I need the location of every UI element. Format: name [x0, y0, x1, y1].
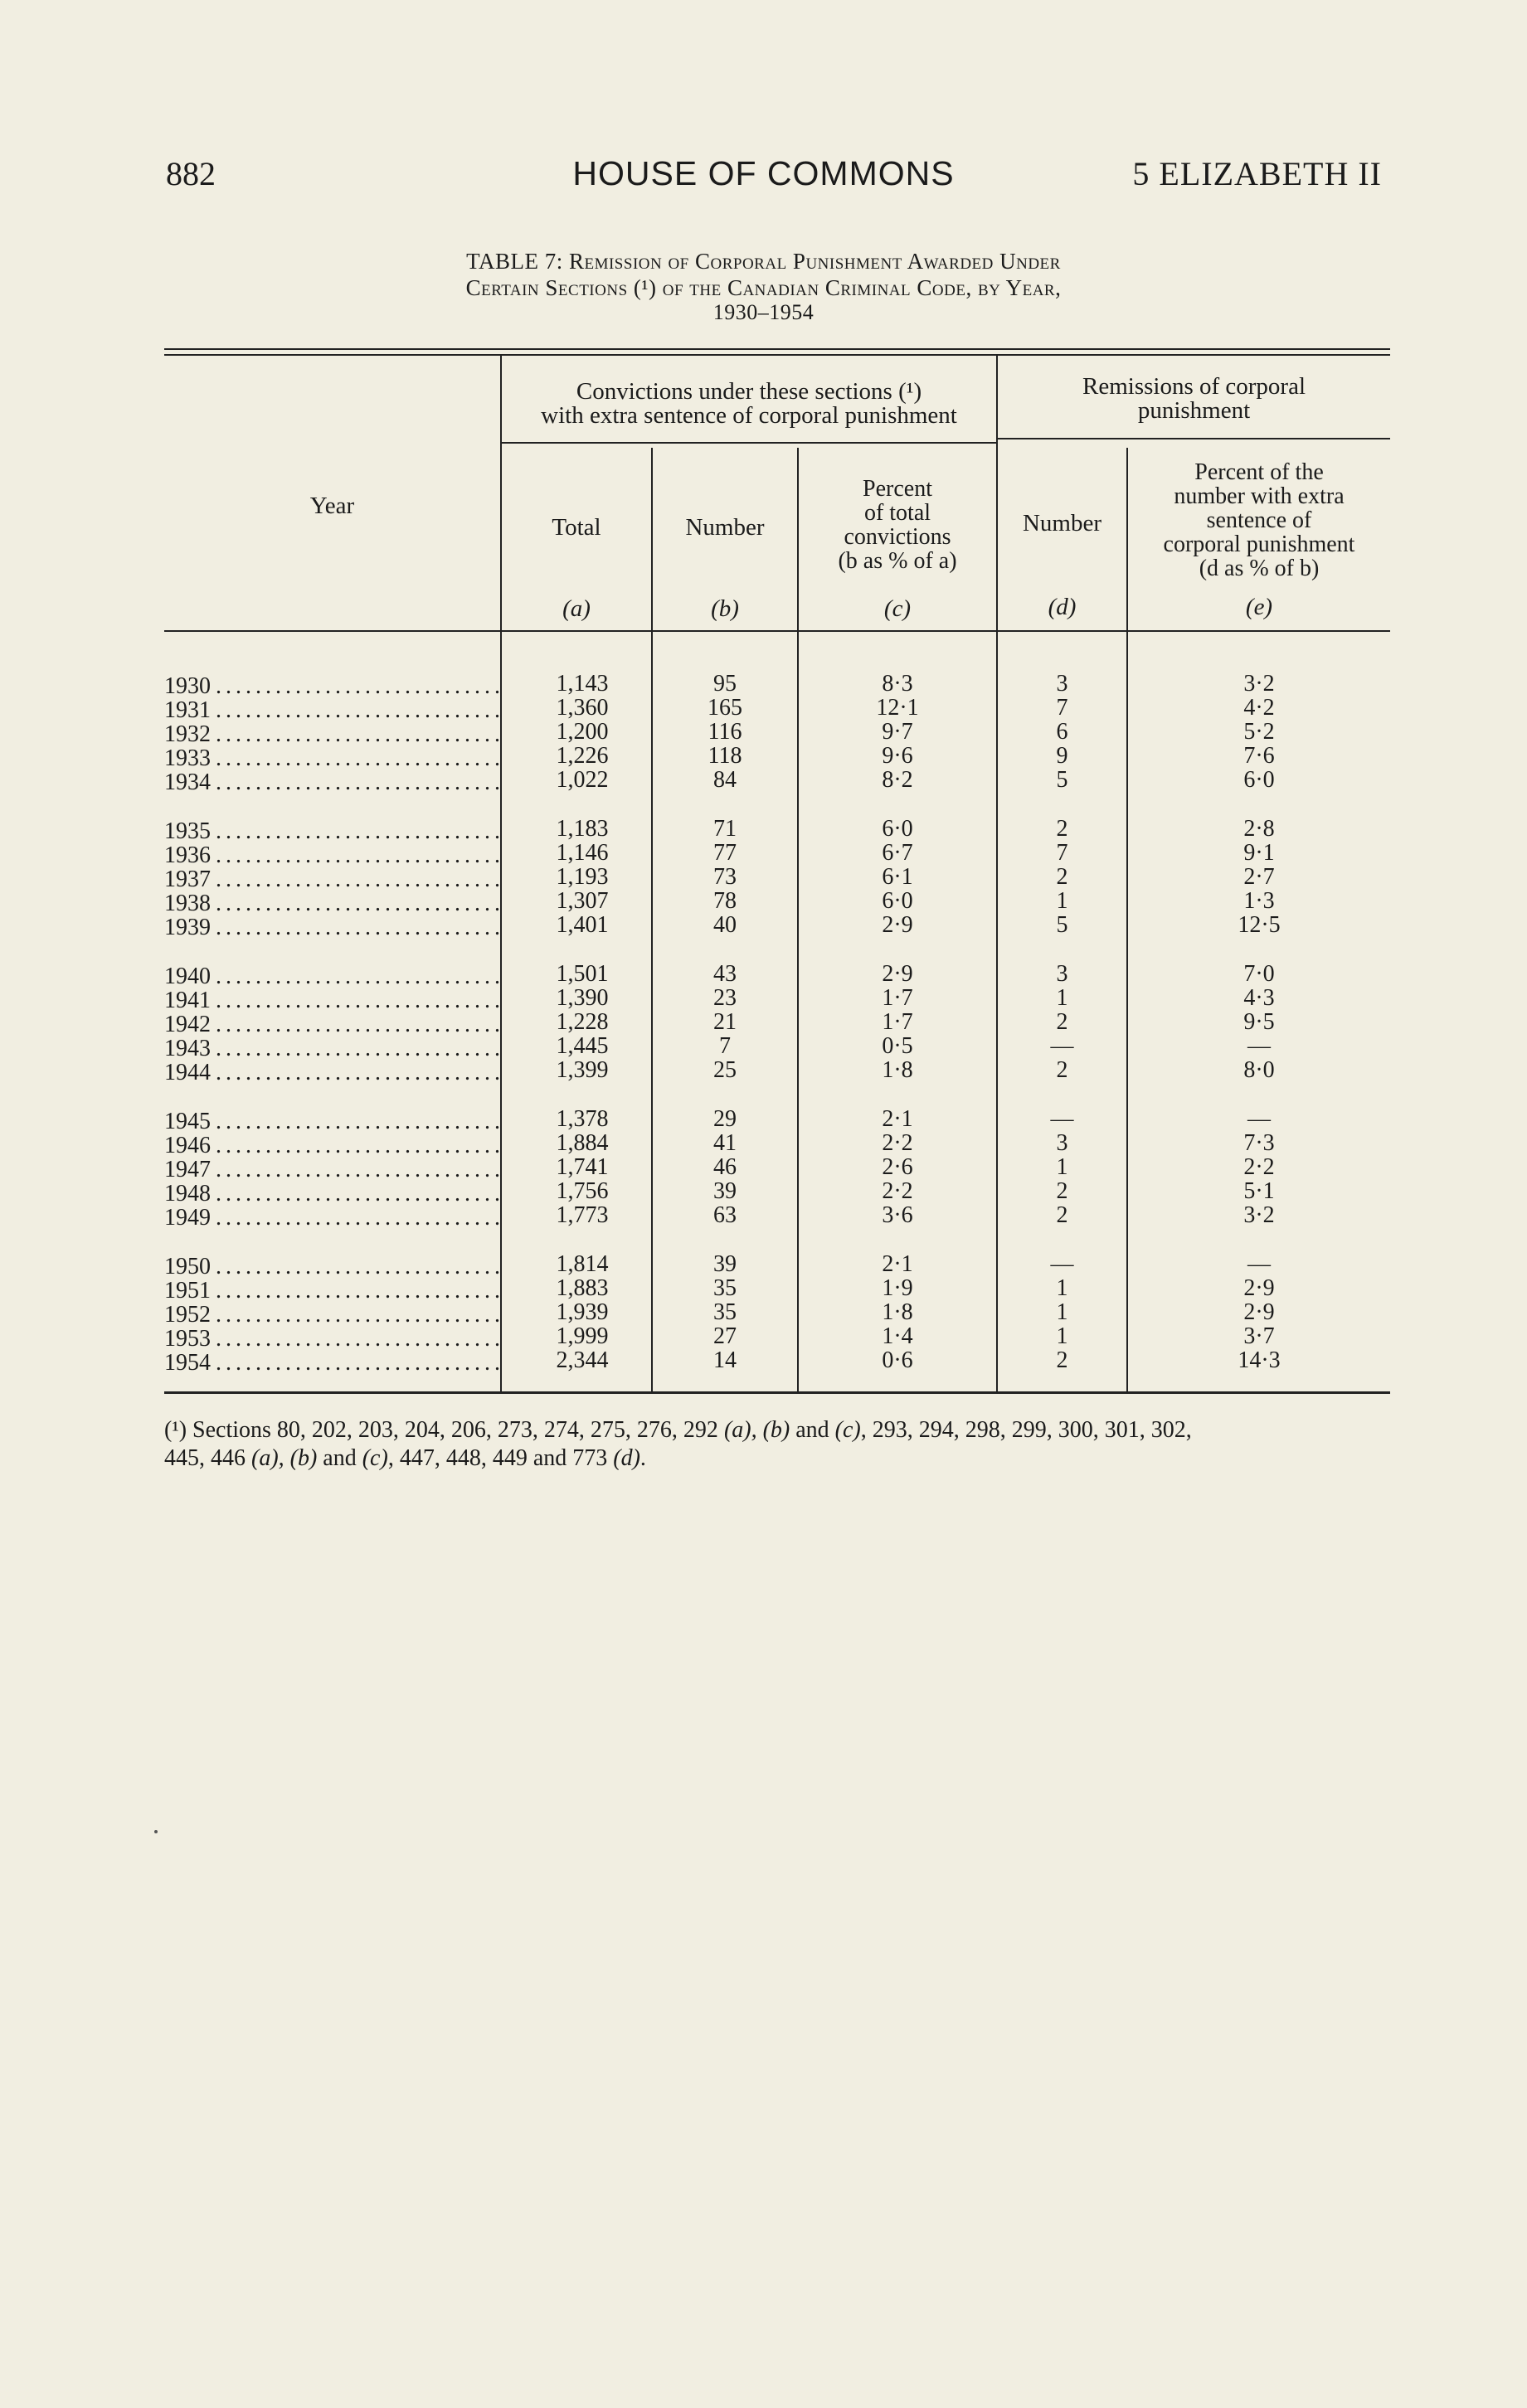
- cell-total: 1,399: [556, 1057, 609, 1083]
- year-label: 1937: [164, 867, 211, 891]
- cell-total: 1,022: [556, 767, 609, 793]
- cell-year: [164, 1012, 500, 1037]
- year-label: 1934: [164, 770, 211, 794]
- cell-total: 1,883: [556, 1275, 609, 1301]
- cell-percent: 6·0: [882, 888, 913, 914]
- cell-remission-percent: —: [1247, 1251, 1271, 1277]
- cell-year: [164, 1303, 500, 1327]
- percent-e-header-line-5: (d as % of b): [1199, 556, 1320, 581]
- cell-percent: 0·6: [882, 1347, 913, 1373]
- leader-dots: [211, 1158, 500, 1182]
- leader-dots: [211, 1351, 500, 1375]
- total-column-header: Total: [552, 514, 601, 541]
- cell-number: 43: [713, 961, 737, 987]
- cell-percent: 3·6: [882, 1202, 913, 1228]
- cell-remission-percent: 7·0: [1243, 961, 1275, 987]
- leader-dots: [211, 867, 500, 891]
- year-label: 1941: [164, 988, 211, 1012]
- percent-e-header-line-3: sentence of: [1206, 507, 1312, 533]
- table-top-rule: [164, 348, 1390, 350]
- cell-percent: 2·1: [882, 1251, 913, 1277]
- table-caption-label: TABLE 7:: [466, 249, 569, 274]
- cell-percent: 1·9: [882, 1275, 913, 1301]
- percent-e-header-line-4: corporal punishment: [1163, 532, 1355, 557]
- cell-number: 116: [708, 719, 742, 745]
- cell-remission-percent: 12·5: [1238, 912, 1281, 938]
- cell-remission-number: 7: [1056, 840, 1068, 866]
- cell-remission-percent: 4·2: [1243, 695, 1275, 721]
- cell-percent: 1·7: [882, 1009, 913, 1035]
- cell-year: [164, 819, 500, 843]
- footnote-text-4: , 447, 448, 449 and 773: [387, 1445, 614, 1471]
- cell-remission-percent: —: [1247, 1033, 1271, 1059]
- cell-percent: 8·3: [882, 671, 913, 697]
- year-label: 1944: [164, 1061, 211, 1085]
- leader-dots: [211, 915, 500, 939]
- cell-remission-number: —: [1050, 1106, 1074, 1132]
- cell-total: 1,307: [556, 888, 609, 914]
- cell-year: [164, 843, 500, 867]
- cell-number: 77: [713, 840, 737, 866]
- cell-year: [164, 1327, 500, 1351]
- year-label: 1938: [164, 891, 211, 915]
- column-divider-year: [500, 356, 502, 1391]
- cell-remission-number: 1: [1056, 1299, 1068, 1325]
- convictions-group-header: [502, 380, 996, 428]
- cell-percent: 1·7: [882, 985, 913, 1011]
- leader-dots: [211, 988, 500, 1012]
- number-d-column-header: Number: [1022, 510, 1102, 536]
- cell-remission-percent: 5·1: [1243, 1178, 1275, 1204]
- column-letter-a: (a): [562, 595, 591, 622]
- cell-remission-number: 5: [1056, 912, 1068, 938]
- year-label: 1953: [164, 1327, 211, 1351]
- year-column-header: Year: [309, 493, 355, 519]
- year-label: 1947: [164, 1158, 211, 1182]
- percent-e-column-header: [1128, 460, 1390, 580]
- footnote-ref-c-2: (c): [362, 1445, 388, 1471]
- cell-remission-percent: 3·7: [1243, 1323, 1275, 1349]
- running-title: HOUSE OF COMMONS: [572, 154, 955, 192]
- percent-e-header-line-1: Percent of the: [1194, 459, 1324, 485]
- cell-percent: 6·1: [882, 864, 913, 890]
- cell-total: 1,200: [556, 719, 609, 745]
- leader-dots: [211, 1134, 500, 1158]
- table-top-rule-2: [164, 354, 1390, 356]
- cell-percent: 2·1: [882, 1106, 913, 1132]
- footnote-and-1: and: [790, 1417, 835, 1443]
- cell-percent: 9·6: [882, 743, 913, 769]
- cell-year: [164, 1279, 500, 1303]
- cell-total: 1,228: [556, 1009, 609, 1035]
- cell-total: 1,378: [556, 1106, 609, 1132]
- cell-remission-percent: 2·9: [1243, 1275, 1275, 1301]
- cell-number: 21: [713, 1009, 737, 1035]
- cell-remission-percent: 2·9: [1243, 1299, 1275, 1325]
- cell-percent: 12·1: [876, 695, 919, 721]
- cell-total: 1,390: [556, 985, 609, 1011]
- cell-remission-number: 2: [1056, 1202, 1068, 1228]
- cell-total: 1,756: [556, 1178, 609, 1204]
- leader-dots: [211, 722, 500, 746]
- cell-remission-percent: 9·5: [1243, 1009, 1275, 1035]
- leader-dots: [211, 674, 500, 698]
- convictions-header-line-2: with extra sentence of corporal punishment: [541, 402, 957, 429]
- cell-remission-number: 1: [1056, 1323, 1068, 1349]
- leader-dots: [211, 770, 500, 794]
- leader-dots: [211, 1303, 500, 1327]
- cell-year: [164, 770, 500, 794]
- cell-year: [164, 746, 500, 770]
- cell-remission-percent: 5·2: [1243, 719, 1275, 745]
- cell-remission-number: 7: [1056, 695, 1068, 721]
- column-letter-d: (d): [1048, 594, 1077, 620]
- cell-number: 39: [713, 1251, 737, 1277]
- footnote-period: .: [639, 1445, 646, 1471]
- cell-total: 1,226: [556, 743, 609, 769]
- cell-total: 1,401: [556, 912, 609, 938]
- cell-number: 23: [713, 985, 737, 1011]
- footnote-line-2: [164, 1444, 1392, 1473]
- footnote-line-1: [164, 1416, 1392, 1444]
- cell-number: 118: [708, 743, 742, 769]
- remissions-header-line-1: Remissions of corporal: [1082, 373, 1306, 400]
- cell-year: [164, 1206, 500, 1230]
- year-label: 1932: [164, 722, 211, 746]
- cell-number: 63: [713, 1202, 737, 1228]
- cell-total: 1,884: [556, 1130, 609, 1156]
- cell-number: 7: [719, 1033, 731, 1059]
- year-label: 1939: [164, 915, 211, 939]
- cell-total: 1,193: [556, 864, 609, 890]
- cell-percent: 1·8: [882, 1057, 913, 1083]
- table-bottom-rule: [164, 1391, 1390, 1394]
- cell-year: [164, 1061, 500, 1085]
- leader-dots: [211, 843, 500, 867]
- cell-total: 1,146: [556, 840, 609, 866]
- cell-number: 95: [713, 671, 737, 697]
- year-label: 1946: [164, 1134, 211, 1158]
- table-caption-line-3: 1930–1954: [712, 300, 815, 324]
- cell-remission-number: 1: [1056, 1154, 1068, 1180]
- year-label: 1931: [164, 698, 211, 722]
- cell-remission-number: 5: [1056, 767, 1068, 793]
- cell-percent: 8·2: [882, 767, 913, 793]
- leader-dots: [211, 1037, 500, 1061]
- cell-percent: 0·5: [882, 1033, 913, 1059]
- remissions-header-rule: [998, 438, 1390, 439]
- cell-number: 84: [713, 767, 737, 793]
- print-speck: [154, 1830, 158, 1833]
- percent-c-column-header: [799, 477, 996, 573]
- cell-number: 25: [713, 1057, 737, 1083]
- cell-remission-number: 2: [1056, 816, 1068, 842]
- cell-number: 39: [713, 1178, 737, 1204]
- cell-year: [164, 1158, 500, 1182]
- footnote-and-2: and: [317, 1445, 362, 1471]
- cell-remission-number: 9: [1056, 743, 1068, 769]
- year-label: 1951: [164, 1279, 211, 1303]
- cell-remission-number: 3: [1056, 1130, 1068, 1156]
- cell-remission-percent: 9·1: [1243, 840, 1275, 866]
- cell-percent: 9·7: [882, 719, 913, 745]
- footnote-ref-ab-1: (a), (b): [723, 1417, 790, 1443]
- year-label: 1950: [164, 1255, 211, 1279]
- header-bottom-rule: [164, 630, 1390, 632]
- cell-percent: 1·8: [882, 1299, 913, 1325]
- year-label: 1936: [164, 843, 211, 867]
- number-b-column-header: Number: [685, 514, 765, 541]
- cell-total: 1,999: [556, 1323, 609, 1349]
- cell-total: 1,360: [556, 695, 609, 721]
- leader-dots: [211, 1012, 500, 1037]
- year-label: 1935: [164, 819, 211, 843]
- cell-number: 165: [708, 695, 742, 721]
- cell-total: 1,183: [556, 816, 609, 842]
- year-label: 1952: [164, 1303, 211, 1327]
- cell-remission-number: 3: [1056, 671, 1068, 697]
- cell-year: [164, 988, 500, 1012]
- footnote-ref-ab-2: (a), (b): [251, 1445, 318, 1471]
- footnote-ref-c-1: (c): [834, 1417, 861, 1443]
- cell-year: [164, 867, 500, 891]
- cell-percent: 2·9: [882, 912, 913, 938]
- cell-remission-percent: 2·2: [1243, 1154, 1275, 1180]
- cell-year: [164, 1255, 500, 1279]
- cell-total: 1,445: [556, 1033, 609, 1059]
- cell-year: [164, 674, 500, 698]
- leader-dots: [211, 1255, 500, 1279]
- year-label: 1945: [164, 1109, 211, 1134]
- cell-year: [164, 698, 500, 722]
- cell-remission-number: —: [1050, 1033, 1074, 1059]
- cell-number: 35: [713, 1275, 737, 1301]
- leader-dots: [211, 746, 500, 770]
- year-label: 1948: [164, 1182, 211, 1206]
- cell-total: 1,501: [556, 961, 609, 987]
- cell-year: [164, 915, 500, 939]
- year-label: 1949: [164, 1206, 211, 1230]
- leader-dots: [211, 1061, 500, 1085]
- cell-percent: 6·0: [882, 816, 913, 842]
- page-number: 882: [166, 155, 216, 192]
- cell-remission-percent: 2·8: [1243, 816, 1275, 842]
- cell-remission-number: 1: [1056, 888, 1068, 914]
- leader-dots: [211, 1182, 500, 1206]
- cell-number: 46: [713, 1154, 737, 1180]
- cell-remission-percent: —: [1247, 1106, 1271, 1132]
- cell-remission-number: 2: [1056, 1009, 1068, 1035]
- cell-number: 27: [713, 1323, 737, 1349]
- percent-c-header-line-2: of total: [863, 500, 931, 526]
- cell-total: 1,741: [556, 1154, 609, 1180]
- percent-c-header-line-1: Percent: [863, 476, 932, 502]
- leader-dots: [211, 891, 500, 915]
- cell-percent: 2·2: [882, 1130, 913, 1156]
- cell-remission-percent: 4·3: [1243, 985, 1275, 1011]
- table-caption-line-1: [0, 248, 1527, 274]
- year-label: 1942: [164, 1012, 211, 1037]
- cell-remission-percent: 7·3: [1243, 1130, 1275, 1156]
- cell-number: 35: [713, 1299, 737, 1325]
- percent-c-header-line-3: convictions: [844, 524, 951, 550]
- leader-dots: [211, 1327, 500, 1351]
- cell-number: 29: [713, 1106, 737, 1132]
- percent-c-header-line-4: (b as % of a): [838, 548, 957, 574]
- leader-dots: [211, 1109, 500, 1134]
- cell-percent: 1·4: [882, 1323, 913, 1349]
- cell-year: [164, 722, 500, 746]
- year-label: 1954: [164, 1351, 211, 1375]
- cell-number: 73: [713, 864, 737, 890]
- leader-dots: [211, 964, 500, 988]
- cell-year: [164, 964, 500, 988]
- cell-number: 41: [713, 1130, 737, 1156]
- cell-remission-number: 2: [1056, 1057, 1068, 1083]
- cell-remission-percent: 1·3: [1243, 888, 1275, 914]
- cell-remission-number: 6: [1056, 719, 1068, 745]
- cell-percent: 2·9: [882, 961, 913, 987]
- footnote-text-3: 445, 446: [164, 1445, 251, 1471]
- cell-number: 71: [713, 816, 737, 842]
- cell-remission-percent: 6·0: [1243, 767, 1275, 793]
- cell-number: 14: [713, 1347, 737, 1373]
- column-letter-e: (e): [1245, 594, 1273, 620]
- cell-year: [164, 1182, 500, 1206]
- cell-remission-percent: 8·0: [1243, 1057, 1275, 1083]
- cell-remission-number: —: [1050, 1251, 1074, 1277]
- cell-percent: 6·7: [882, 840, 913, 866]
- column-letter-b: (b): [711, 595, 739, 622]
- cell-year: [164, 1109, 500, 1134]
- leader-dots: [211, 698, 500, 722]
- table-caption-text-1: Remission of Corporal Punishment Awarded Under: [568, 249, 1061, 274]
- cell-number: 78: [713, 888, 737, 914]
- cell-remission-percent: 7·6: [1243, 743, 1275, 769]
- cell-number: 40: [713, 912, 737, 938]
- year-label: 1940: [164, 964, 211, 988]
- cell-remission-number: 2: [1056, 864, 1068, 890]
- cell-percent: 2·6: [882, 1154, 913, 1180]
- table-footnote: [164, 1416, 1392, 1473]
- leader-dots: [211, 1279, 500, 1303]
- cell-remission-number: 2: [1056, 1178, 1068, 1204]
- convictions-header-rule: [502, 442, 996, 444]
- cell-total: 1,814: [556, 1251, 609, 1277]
- running-header-right: 5 ELIZABETH II: [1132, 155, 1382, 192]
- cell-remission-percent: 3·2: [1243, 671, 1275, 697]
- column-letter-c: (c): [883, 595, 912, 622]
- convictions-header-line-1: Convictions under these sections (¹): [576, 378, 922, 405]
- cell-total: 1,143: [556, 671, 609, 697]
- year-label: 1943: [164, 1037, 211, 1061]
- cell-remission-percent: 3·2: [1243, 1202, 1275, 1228]
- cell-total: 1,773: [556, 1202, 609, 1228]
- cell-remission-number: 1: [1056, 985, 1068, 1011]
- cell-total: 2,344: [556, 1347, 609, 1373]
- cell-remission-number: 3: [1056, 961, 1068, 987]
- cell-year: [164, 1037, 500, 1061]
- footnote-text-2: , 293, 294, 298, 299, 300, 301, 302,: [860, 1417, 1192, 1443]
- footnote-ref-d: (d): [613, 1445, 640, 1471]
- cell-year: [164, 891, 500, 915]
- year-label: 1930: [164, 674, 211, 698]
- leader-dots: [211, 1206, 500, 1230]
- table-caption-line-2: Certain Sections (¹) of the Canadian Criminal Code, by Year,: [465, 275, 1062, 300]
- cell-percent: 2·2: [882, 1178, 913, 1204]
- footnote-text-1: (¹) Sections 80, 202, 203, 204, 206, 273, 274, 275, 276, 292: [164, 1417, 724, 1443]
- cell-year: [164, 1134, 500, 1158]
- percent-e-header-line-2: number with extra: [1174, 483, 1345, 509]
- cell-remission-percent: 14·3: [1238, 1347, 1281, 1373]
- cell-remission-number: 2: [1056, 1347, 1068, 1373]
- cell-year: [164, 1351, 500, 1375]
- year-label: 1933: [164, 746, 211, 770]
- remissions-header-line-2: punishment: [1137, 397, 1251, 424]
- leader-dots: [211, 819, 500, 843]
- cell-remission-percent: 2·7: [1243, 864, 1275, 890]
- cell-remission-number: 1: [1056, 1275, 1068, 1301]
- remissions-group-header: [998, 375, 1390, 423]
- cell-total: 1,939: [556, 1299, 609, 1325]
